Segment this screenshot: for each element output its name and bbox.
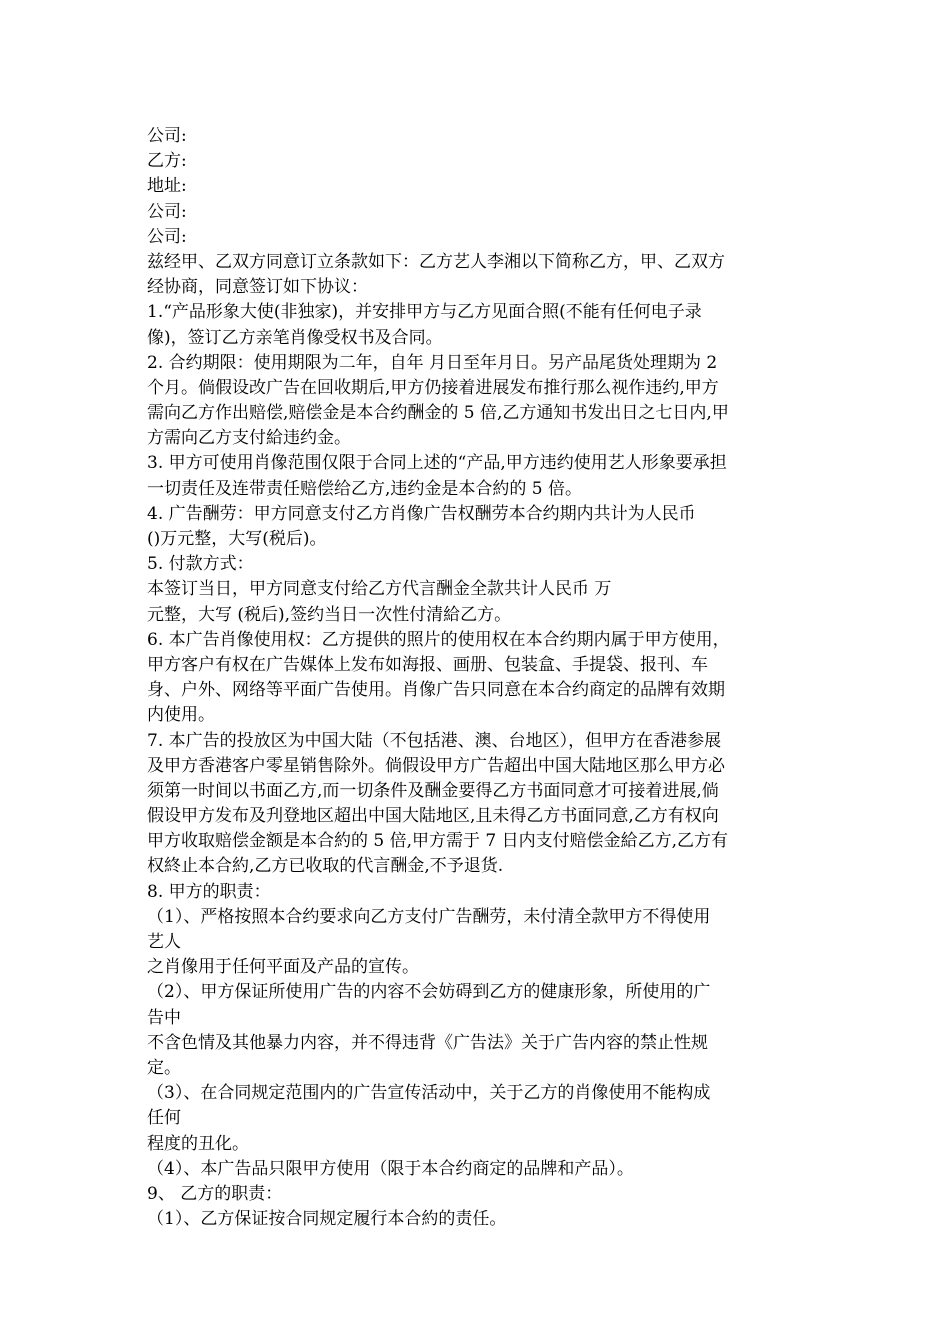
clause-3-line-1: 3. 甲方可使用肖像范围仅限于合同上述的“产品,甲方违约使用艺人形象要承担	[147, 453, 727, 474]
clause-8-item-2-line-2: 告中	[147, 1007, 181, 1028]
clause-8-item-1-line-3: 之肖像用于任何平面及产品的宣传。	[147, 957, 419, 978]
party-company-line-1: 公司:	[147, 126, 187, 146]
clause-4-line-1: 4. 广告酬劳：甲方同意支付乙方肖像广告权酬劳本合约期内共计为人民币	[147, 503, 696, 524]
preamble-line-1: 兹经甲、乙双方同意订立条款如下：乙方艺人李湘以下简称乙方，甲、乙双方	[147, 251, 725, 272]
clause-6-line-2: 甲方客户有权在广告媒体上发布如海报、画册、包装盒、手提袋、报刊、车	[147, 654, 708, 675]
clause-1-line-1: 1.“产品形象大使(非独家)，并安排甲方与乙方见面合照(不能有任何电子录	[147, 302, 702, 323]
clause-5-line-1: 本签订当日，甲方同意支付给乙方代言酬金全款共计人民币 万	[147, 579, 612, 600]
clause-3-line-2: 一切责任及连带责任赔偿给乙方,违约金是本合約的 5 倍。	[147, 478, 583, 499]
clause-7-line-4: 假设甲方发布及刋登地区超出中国大陆地区,且未得乙方书面同意,乙方有权向	[147, 806, 719, 827]
party-company-line-3: 公司:	[147, 226, 187, 247]
clause-6-line-3: 身、户外、网络等平面广告使用。肖像广告只同意在本合约商定的品牌有效期	[147, 680, 725, 701]
party-company-line-2: 公司:	[147, 201, 187, 222]
clause-2-line-4: 方需向乙方支付給违约金。	[147, 428, 351, 449]
party-b-line: 乙方:	[147, 151, 187, 172]
clause-8-item-3-line-2: 任何	[147, 1108, 181, 1129]
document-body	[147, 124, 807, 1232]
clause-8-heading: 8. 甲方的职责：	[147, 881, 271, 902]
clause-8-item-3-line-1: （3）、在合同规定范围内的广告宣传活动中，关于乙方的肖像使用不能构成	[147, 1083, 711, 1104]
clause-8-item-1-line-1: （1）、严格按照本合约要求向乙方支付广告酬劳，未付清全款甲方不得使用	[147, 906, 711, 927]
clause-9-item-1: （1）、乙方保证按合同规定履行本合約的责任。	[147, 1209, 507, 1230]
clause-8-item-2-line-1: （2）、甲方保证所使用广告的内容不会妨碍到乙方的健康形象，所使用的广	[147, 982, 711, 1003]
clause-4-line-2: ()万元整，大写(税后)。	[147, 529, 327, 549]
clause-7-line-1: 7. 本广告的投放区为中国大陆（不包括港、澳、台地区），但甲方在香港参展	[147, 730, 722, 751]
clause-6-line-1: 6. 本广告肖像使用权：乙方提供的照片的使用权在本合约期内属于甲方使用，	[147, 629, 730, 650]
clause-7-line-2: 及甲方香港客户零星销售除外。倘假设甲方广告超出中国大陆地区那么甲方必	[147, 755, 725, 776]
clause-5-line-2: 元整，大写 (税后),签约当日一次性付清給乙方。	[147, 604, 512, 625]
clause-9-heading: 9、 乙方的职责：	[147, 1183, 283, 1204]
clause-8-item-4: （4）、本广告品只限甲方使用（限于本合约商定的品牌和产品）。	[147, 1158, 634, 1179]
clause-7-line-5: 甲方收取赔偿金额是本合約的 5 倍,甲方需于 7 日内支付赔偿金給乙方,乙方有	[147, 831, 729, 852]
clause-2-line-1: 2. 合约期限：使用期限为二年，自年 月日至年月日。另产品尾货处理期为 2	[147, 352, 718, 373]
clause-7-line-3: 须第一时间以书面乙方,而一切条件及酬金要得乙方书面同意才可接着进展,倘	[147, 780, 719, 801]
address-line: 地址:	[147, 176, 187, 197]
preamble-line-2: 经协商，同意签订如下协议：	[147, 277, 368, 298]
clause-8-item-3-line-3: 程度的丑化。	[147, 1133, 249, 1154]
clause-7-line-6: 权終止本合約,乙方已收取的代言酬金,不予退货.	[147, 856, 504, 877]
clause-8-item-2-line-4: 定。	[147, 1057, 181, 1078]
clause-1-line-2: 像)，签订乙方亲笔肖像受权书及合同。	[147, 327, 443, 348]
clause-8-item-2-line-3: 不含色情及其他暴力内容，并不得违背《广告法》关于广告内容的禁止性规	[147, 1032, 708, 1053]
clause-2-line-3: 需向乙方作出赔偿,赔偿金是本合约酬金的 5 倍,乙方通知书发出日之七日内,甲	[147, 403, 729, 424]
clause-6-line-4: 内使用。	[147, 705, 215, 726]
clause-8-item-1-line-2: 艺人	[147, 932, 181, 952]
clause-2-line-2: 个月。倘假设改广告在回收期后,甲方仍接着进展发布推行那么视作违约,甲方	[147, 377, 719, 398]
clause-5-heading: 5. 付款方式：	[147, 554, 254, 575]
